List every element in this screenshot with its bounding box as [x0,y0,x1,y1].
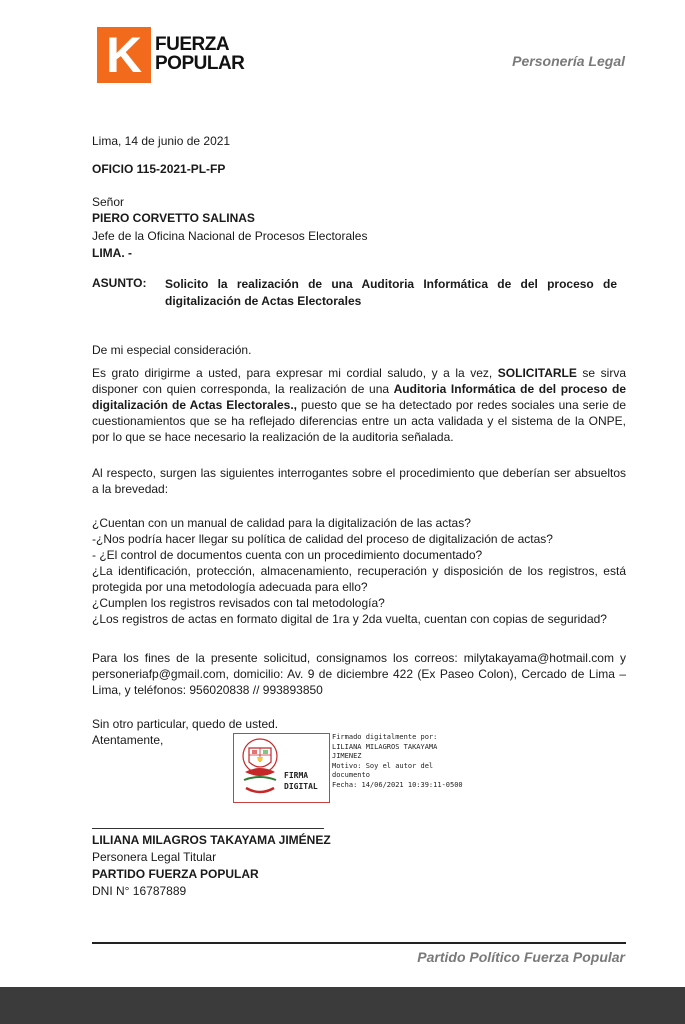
firma-digital-label [284,770,318,792]
questions-list [92,515,626,627]
p1-part-a: Es grato dirigirme a usted, para expresar mi cordial saludo, y a la vez, [92,366,498,380]
p1-part-d: Auditoria Informática de del proceso de digitalización de Actas Electorales., [92,382,626,412]
signature-info-line: Firmado digitalmente por: [332,733,438,741]
letter-date: Lima, 14 de junio de 2021 [92,134,231,148]
signer-party: PARTIDO FUERZA POPULAR [92,867,259,881]
footer-rule [92,942,626,944]
signature-line [92,828,324,829]
signer-dni: DNI N° 16787889 [92,884,187,898]
footer-right-text: Partido Político Fuerza Popular [417,949,625,965]
firma-line-1: FIRMA [284,771,309,780]
salutation: Señor [92,195,125,209]
signature-info-line: Fecha: 14/06/2021 10:39:11-0500 [332,780,463,789]
signature-info-line: JIMENEZ [332,752,362,760]
asunto-text: Solicito la realización de una Auditoria Informática de del proceso de digitalización de Actas Electorales [165,277,617,308]
firma-line-2: DIGITAL [284,782,318,791]
signer-role: Personera Legal Titular [92,850,217,864]
question-item: -¿Nos podría hacer llegar su política de calidad del proceso de digitalización de actas? [92,532,553,546]
signature-info [332,733,472,790]
paragraph-1 [92,365,626,445]
signature-info-line: documento [332,771,370,779]
logo-letter: K [105,27,143,83]
paragraph-3: Para los fines de la presente solicitud, consignamos los correos: milytakayama@hotmail.com y personeriafp@gmail.com, domicilio: Av. 9 de diciembre 422 (Ex Paseo Colon), Cercado de Lima – Lima, y teléfonos: 956020838 // 993893850 [92,651,626,697]
peru-coat-of-arms-icon [240,738,280,796]
bottom-bar [0,987,685,1024]
closing-line-1: Sin otro particular, quedo de usted. [92,717,279,731]
question-item: ¿Los registros de actas en formato digital de 1ra y 2da vuelta, cuentan con copias de seguridad? [92,612,607,626]
question-item: - ¿El control de documentos cuenta con un procedimiento documentado? [92,548,483,562]
digital-signature-stamp [233,733,330,803]
question-item: ¿La identificación, protección, almacenamiento, recuperación y disposición de los registros, está protegida por una metodología adecuada para ello? [92,564,626,594]
logo-text [155,35,244,73]
asunto-label: ASUNTO: [92,276,147,290]
question-item: ¿Cuentan con un manual de calidad para la digitalización de las actas? [92,516,471,530]
signature-info-line: LILIANA MILAGROS TAKAYAMA [332,742,438,751]
paragraph-2: Al respecto, surgen las siguientes interrogantes sobre el procedimiento que deberían ser absueltos a la brevedad: [92,466,626,496]
closing-line-2: Atentamente, [92,733,164,747]
greeting: De mi especial consideración. [92,343,252,357]
p1-part-c: se sirva disponer con quien corresponda, la realización de una [92,366,626,396]
p1-part-e: puesto que se ha detectado por redes sociales una serie de cuestionamientos que se ha reflejado diferencias entre un acta validada y el sistema de la ONPE, por lo que se hace necesario la realización de la auditoria señalada. [92,398,626,444]
logo-line1: FUERZA [155,34,230,55]
p1-part-b: SOLICITARLE [497,366,577,380]
oficio-number: OFICIO 115-2021-PL-FP [92,162,226,176]
logo-line2: POPULAR [155,53,245,74]
fuerza-popular-logo [97,27,245,83]
signer-name: LILIANA MILAGROS TAKAYAMA JIMÉNEZ [92,833,331,847]
recipient-name: PIERO CORVETTO SALINAS [92,211,255,225]
signature-info-line: Motivo: Soy el autor del [332,761,434,770]
recipient-title: Jefe de la Oficina Nacional de Procesos Electorales [92,229,368,243]
question-item: ¿Cumplen los registros revisados con tal metodología? [92,596,385,610]
recipient-city: LIMA. - [92,246,132,260]
header-right-text: Personería Legal [512,53,625,69]
